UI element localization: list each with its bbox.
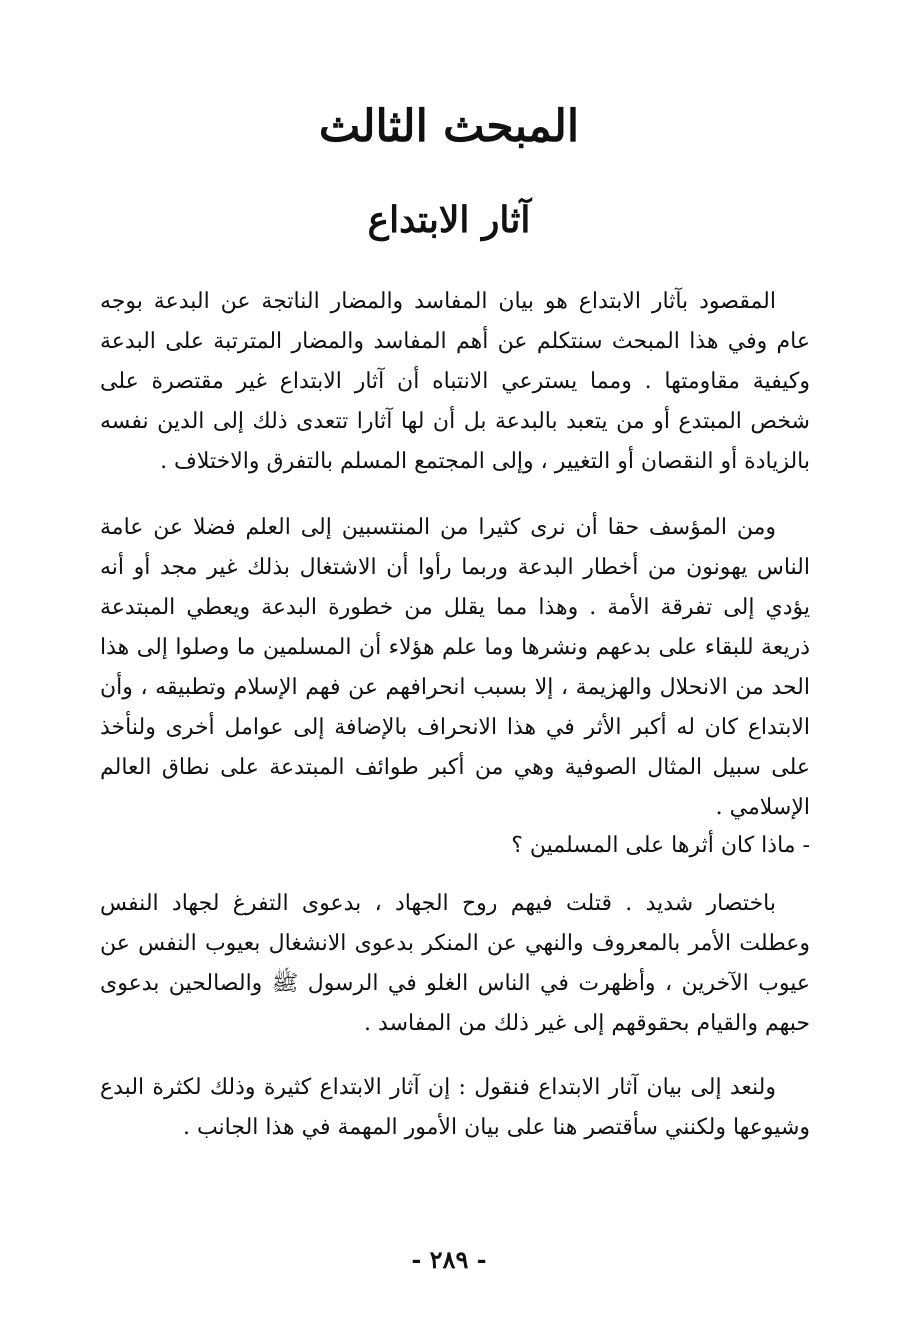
paragraph-text: ولنعد إلى بيان آثار الابتداع فنقول : إن آثار الابتداع كثيرة وذلك لكثرة البدع وشيوعها ولكنني سأقتصر هنا على بيان الأمور المهمة في هذا الجانب .: [100, 1075, 810, 1140]
section-title: المبحث الثالث: [318, 101, 580, 152]
question-line: - ماذا كان أثرها على المسلمين ؟: [511, 833, 810, 858]
paragraph-regret: [100, 508, 810, 828]
paragraph-answer: [100, 884, 810, 1044]
paragraph-text: المقصود بآثار الابتداع هو بيان المفاسد والمضار الناتجة عن البدعة بوجه عام وفي هذا المبحث سنتكلم عن أهم المفاسد والمضار المترتبة على البدعة وكيفية مقاومتها . ومما يسترعي الانتباه أن آثار الابتداع غير مقتصرة على شخص المبتدع أو من يتعبد بالبدعة بل أن لها آثارا تتعدى ذلك إلى الدين نفسه بالزيادة أو النقصان أو التغيير ، وإلى المجتمع المسلم بالتفرق والاختلاف .: [100, 289, 810, 474]
paragraph-conclusion: [100, 1068, 810, 1148]
section-subtitle: آثار الابتداع: [367, 199, 531, 241]
paragraph-text: باختصار شديد . قتلت فيهم روح الجهاد ، بدعوى التفرغ لجهاد النفس وعطلت الأمر بالمعروف والنهي عن المنكر بدعوى الانشغال بعيوب النفس عن عيوب الآخرين ، وأظهرت في الناس الغلو في الرسول ﷺ والصالحين بدعوى حبهم والقيام بحقوقهم إلى غير ذلك من المفاسد .: [100, 891, 810, 1036]
paragraph-intro: [100, 282, 810, 482]
page-number: - ٢٨٩ -: [411, 1245, 487, 1274]
paragraph-text: ومن المؤسف حقا أن نرى كثيرا من المنتسبين إلى العلم فضلا عن عامة الناس يهونون من أخطار البدعة وربما رأوا أن الاشتغال بذلك غير مجد أو أنه يؤدي إلى تفرقة الأمة . وهذا مما يقلل من خطورة البدعة ويعطي المبتدعة ذريعة للبقاء على بدعهم ونشرها وما علم هؤلاء أن المسلمين ما وصلوا إلى هذا الحد من الانحلال والهزيمة ، إلا بسبب انحرافهم عن فهم الإسلام وتطبيقه ، وأن الابتداع كان له أكبر الأثر في هذا الانحراف بالإضافة إلى عوامل أخرى ولنأخذ على سبيل المثال الصوفية وهي من أكبر طوائف المبتدعة على نطاق العالم الإسلامي .: [100, 515, 810, 820]
